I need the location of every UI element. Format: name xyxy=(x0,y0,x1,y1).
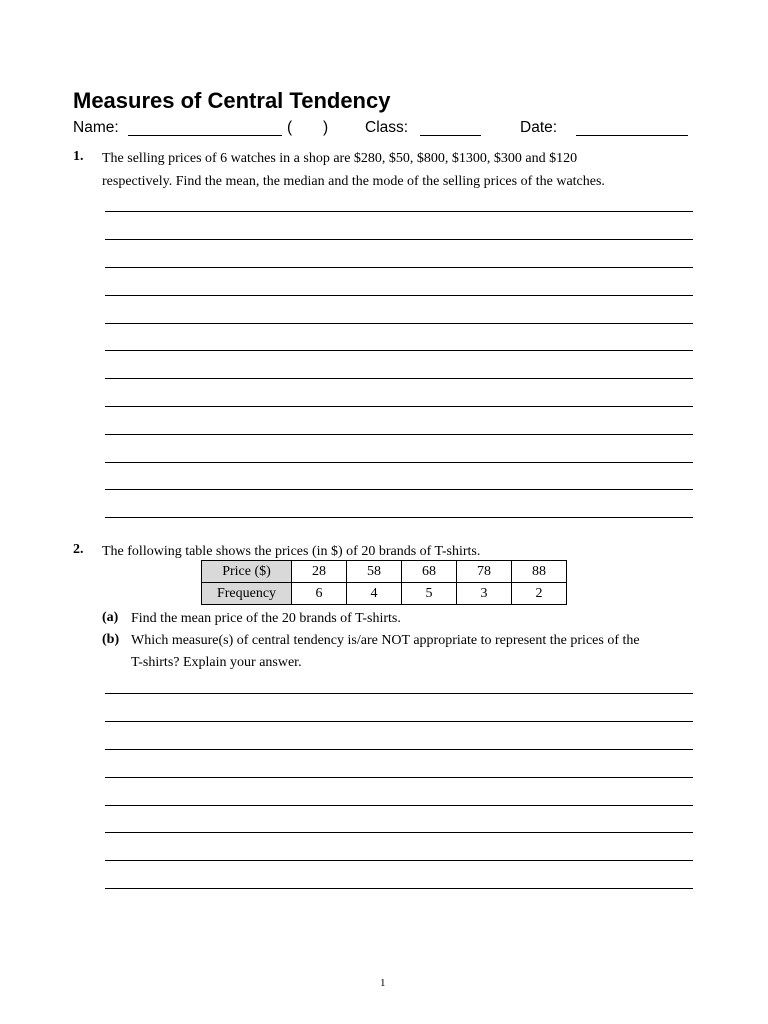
answer-line[interactable] xyxy=(105,323,693,324)
answer-line[interactable] xyxy=(105,406,693,407)
frequency-cell: 2 xyxy=(512,583,567,605)
frequency-row-label: Frequency xyxy=(202,583,292,605)
answer-line[interactable] xyxy=(105,462,693,463)
date-field[interactable] xyxy=(576,121,688,141)
part-b-text-line-1: Which measure(s) of central tendency is/are NOT appropriate to represent the prices of the xyxy=(131,633,640,648)
question-2-number: 2. xyxy=(73,542,84,557)
name-field[interactable] xyxy=(128,121,282,141)
answer-line[interactable] xyxy=(105,434,693,435)
name-label: Name: xyxy=(73,119,119,136)
frequency-cell: 3 xyxy=(457,583,512,605)
page-number: 1 xyxy=(380,977,386,989)
answer-line[interactable] xyxy=(105,239,693,240)
answer-line[interactable] xyxy=(105,777,693,778)
answer-line[interactable] xyxy=(105,267,693,268)
frequency-cell: 5 xyxy=(402,583,457,605)
frequency-cell: 4 xyxy=(347,583,402,605)
price-row xyxy=(202,561,567,583)
answer-line[interactable] xyxy=(105,517,693,518)
frequency-cell: 6 xyxy=(292,583,347,605)
price-cell: 28 xyxy=(292,561,347,583)
answer-line[interactable] xyxy=(105,295,693,296)
question-1-text-line-2: respectively. Find the mean, the median and the mode of the selling prices of the watches. xyxy=(102,174,605,189)
class-number-close-paren: ) xyxy=(323,119,329,136)
part-a-label: (a) xyxy=(102,610,119,625)
answer-line[interactable] xyxy=(105,350,693,351)
price-cell: 68 xyxy=(402,561,457,583)
price-cell: 58 xyxy=(347,561,402,583)
answer-line[interactable] xyxy=(105,888,693,889)
class-label: Class: xyxy=(365,119,409,136)
answer-line[interactable] xyxy=(105,805,693,806)
price-cell: 88 xyxy=(512,561,567,583)
answer-line[interactable] xyxy=(105,832,693,833)
class-number-open-paren: ( xyxy=(287,119,293,136)
price-cell: 78 xyxy=(457,561,512,583)
part-b-label: (b) xyxy=(102,632,120,647)
answer-line[interactable] xyxy=(105,693,693,694)
answer-line[interactable] xyxy=(105,721,693,722)
page-title: Measures of Central Tendency xyxy=(73,88,391,113)
answer-line[interactable] xyxy=(105,489,693,490)
answer-line[interactable] xyxy=(105,749,693,750)
question-2-intro: The following table shows the prices (in $) of 20 brands of T-shirts. xyxy=(102,544,481,559)
class-field[interactable] xyxy=(420,121,481,141)
part-a-text: Find the mean price of the 20 brands of T-shirts. xyxy=(131,611,401,626)
date-label: Date: xyxy=(520,119,558,136)
question-1-text-line-1: The selling prices of 6 watches in a shop are $280, $50, $800, $1300, $300 and $120 xyxy=(102,151,578,166)
question-1-number: 1. xyxy=(73,149,84,164)
price-frequency-table xyxy=(201,560,567,605)
answer-line[interactable] xyxy=(105,211,693,212)
price-row-label: Price ($) xyxy=(202,561,292,583)
answer-line[interactable] xyxy=(105,860,693,861)
answer-line[interactable] xyxy=(105,378,693,379)
frequency-row xyxy=(202,583,567,605)
part-b-text-line-2: T-shirts? Explain your answer. xyxy=(131,655,302,670)
